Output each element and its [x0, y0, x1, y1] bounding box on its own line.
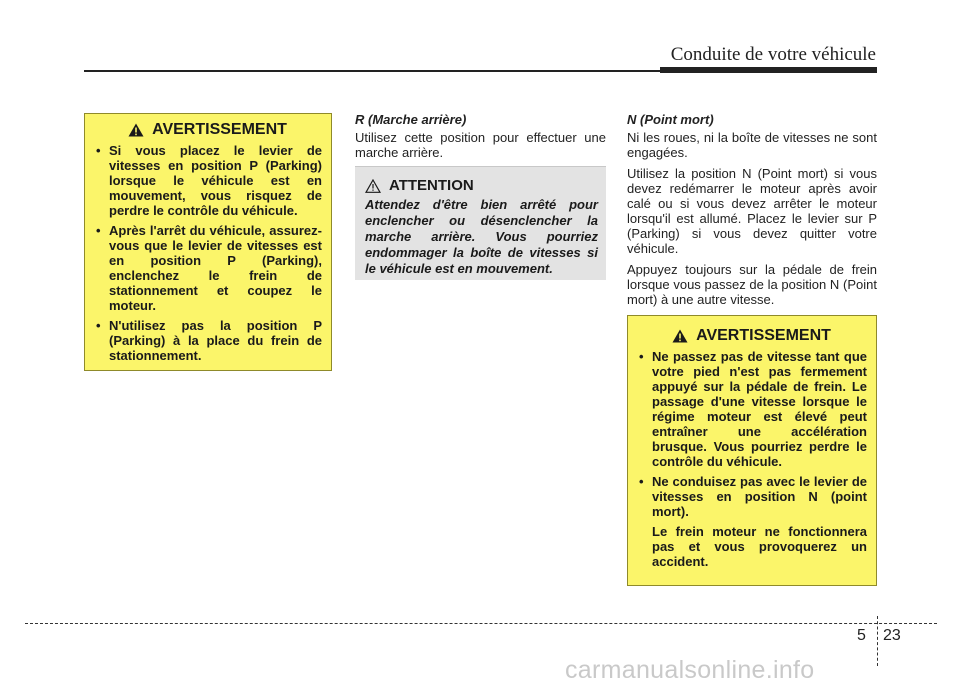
- neutral-paragraph: Ni les roues, ni la boîte de vitesses ne sont engagées.: [627, 130, 877, 160]
- left-warning-item: • Si vous placez le levier de vitesses en position P (Parking) lorsque le véhicule est en mouvement, vous risquez de perdre le contrôle du véhicule.: [93, 143, 322, 218]
- left-warning-box: [84, 113, 332, 371]
- page-number: 23: [883, 627, 901, 644]
- neutral-heading: N (Point mort): [627, 112, 714, 127]
- right-warning-header: [636, 328, 867, 343]
- attention-box: [355, 166, 606, 280]
- right-warning-list: [636, 349, 867, 569]
- footer-divider: [877, 616, 878, 666]
- left-warning-title: AVERTISSEMENT: [152, 121, 287, 138]
- watermark: carmanualsonline.info: [565, 656, 815, 684]
- right-warning-item: • Ne passez pas de vitesse tant que votre pied n'est pas fermement appuyé sur la pédale de frein. Le passage d'une vitesse lorsque le régime moteur est élevé peut entraîner une accélération brusque. Vous pourriez perdre le contrôle du véhicule.: [636, 349, 867, 469]
- left-warning-list: [93, 143, 322, 363]
- warning-triangle-icon: [128, 123, 144, 137]
- neutral-paragraph: Utilisez la position N (Point mort) si vous devez redémarrer le moteur après avoir calé ou si vous devez arrêter le moteur lorsqu'il est allumé. Placez le levier sur P (Parking) si vous devez quitter votre véhicule.: [627, 166, 877, 256]
- right-warning-item-followup: Le frein moteur ne fonctionnera pas et vous provoquerez un accident.: [652, 524, 867, 569]
- right-warning-title: AVERTISSEMENT: [696, 327, 831, 344]
- attention-header: [365, 177, 474, 194]
- footer-rule: [25, 623, 937, 624]
- header-rule: [84, 70, 662, 72]
- caution-triangle-icon: [365, 179, 381, 193]
- left-warning-item: • Après l'arrêt du véhicule, assurez-vous que le levier de vitesses est en position P (Parking), enclenchez le frein de stationnement et coupez le moteur.: [93, 223, 322, 313]
- right-warning-item-text: Ne conduisez pas avec le levier de vitesses en position N (point mort).: [652, 474, 867, 519]
- chapter-number: 5: [857, 627, 866, 644]
- section-title: Conduite de votre véhicule: [670, 44, 876, 65]
- right-warning-box: [627, 315, 877, 586]
- reverse-heading: R (Marche arrière): [355, 112, 467, 127]
- right-warning-item: [636, 474, 867, 569]
- neutral-section: [627, 112, 877, 313]
- attention-text: Attendez d'être bien arrêté pour enclencher ou désenclencher la marche arrière. Vous pourriez endommager la boîte de vitesses si le véhicule est en mouvement.: [365, 197, 598, 276]
- left-warning-item: • N'utilisez pas la position P (Parking) à la place du frein de stationnement.: [93, 318, 322, 363]
- reverse-text: Utilisez cette position pour effectuer une marche arrière.: [355, 130, 606, 160]
- warning-triangle-icon: [672, 329, 688, 343]
- header-rule-thick: [660, 67, 877, 73]
- neutral-paragraph: Appuyez toujours sur la pédale de frein lorsque vous passez de la position N (Point mort) à une autre vitesse.: [627, 262, 877, 307]
- reverse-section: [355, 112, 606, 166]
- left-warning-header: [93, 122, 322, 137]
- attention-title: ATTENTION: [389, 177, 474, 194]
